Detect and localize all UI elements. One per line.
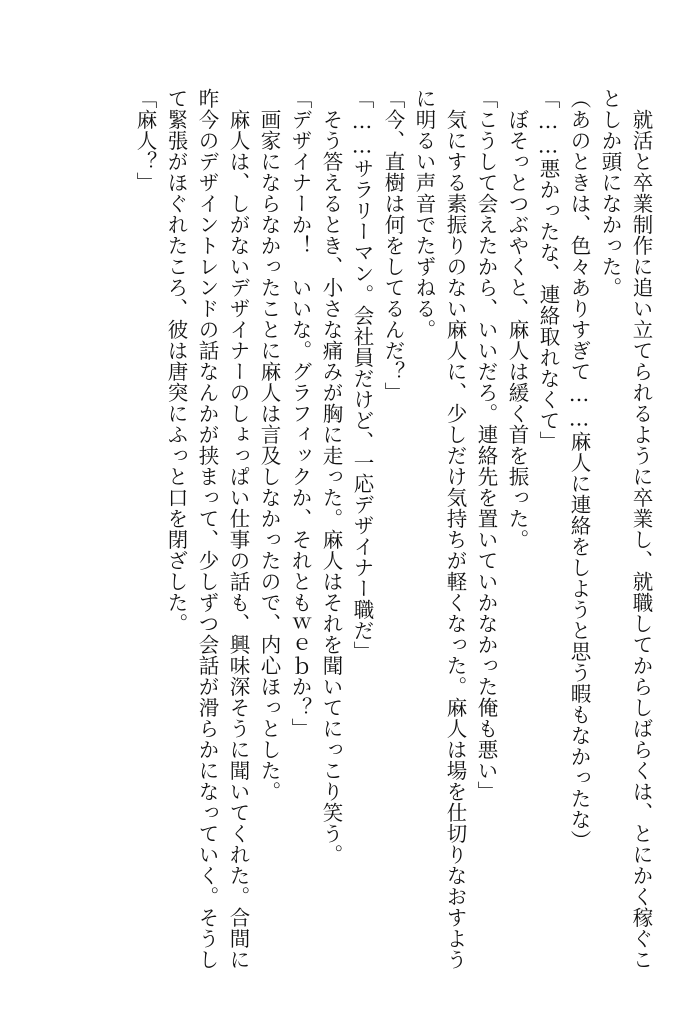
- text-line: 就活と卒業制作に追い立てられるように卒業し、就職してからしばらくは、とにかく稼ぐこ: [629, 88, 653, 970]
- text-line: 気にする素振りのない麻人に、少しだけ気持ちが軽くなった。麻人は場を仕切りなおすよう: [443, 88, 467, 970]
- text-line: に明るい声音でたずねる。: [412, 88, 436, 340]
- text-line: ぼそっとつぶやくと、麻人は緩く首を振った。: [505, 88, 529, 550]
- text-line: としか頭になかった。: [598, 88, 622, 298]
- text-line: 「今、直樹は何をしてるんだ？」: [381, 88, 405, 403]
- text-line: 「こうして会えたから、いいだろ。連絡先を置いていかなかった俺も悪い」: [474, 88, 498, 802]
- text-line: 「麻人？」: [133, 88, 157, 193]
- text-line: 昨今のデザイントレンドの話なんかが挟まって、少しずつ会話が滑らかになっていく。そうし: [195, 88, 219, 970]
- text-line: そう答えるとき、小さな痛みが胸に走った。麻人はそれを聞いてにっこり笑う。: [319, 88, 343, 865]
- text-line: 麻人は、しがないデザイナーのしょっぱい仕事の話も、興味深そうに聞いてくれた。合間に: [226, 88, 250, 970]
- text-line: 画家にならなかったことに麻人は言及しなかったので、内心ほっとした。: [257, 88, 281, 802]
- text-line: 「……悪かったな、連絡取れなくて」: [536, 88, 560, 452]
- vertical-text-body: [129, 88, 656, 968]
- text-line: て緊張がほぐれたころ、彼は唐突にふっと口を閉ざした。: [164, 88, 188, 634]
- text-line: 「……サラリーマン。会社員だけど、一応デザイナー職だ」: [350, 88, 374, 662]
- text-line: （あのときは、色々ありすぎて……麻人に連絡をしようと思う暇もなかったな）: [567, 88, 591, 851]
- text-line: 「デザイナーか！ いいな。グラフィックか、それともｗｅｂか？」: [288, 88, 312, 739]
